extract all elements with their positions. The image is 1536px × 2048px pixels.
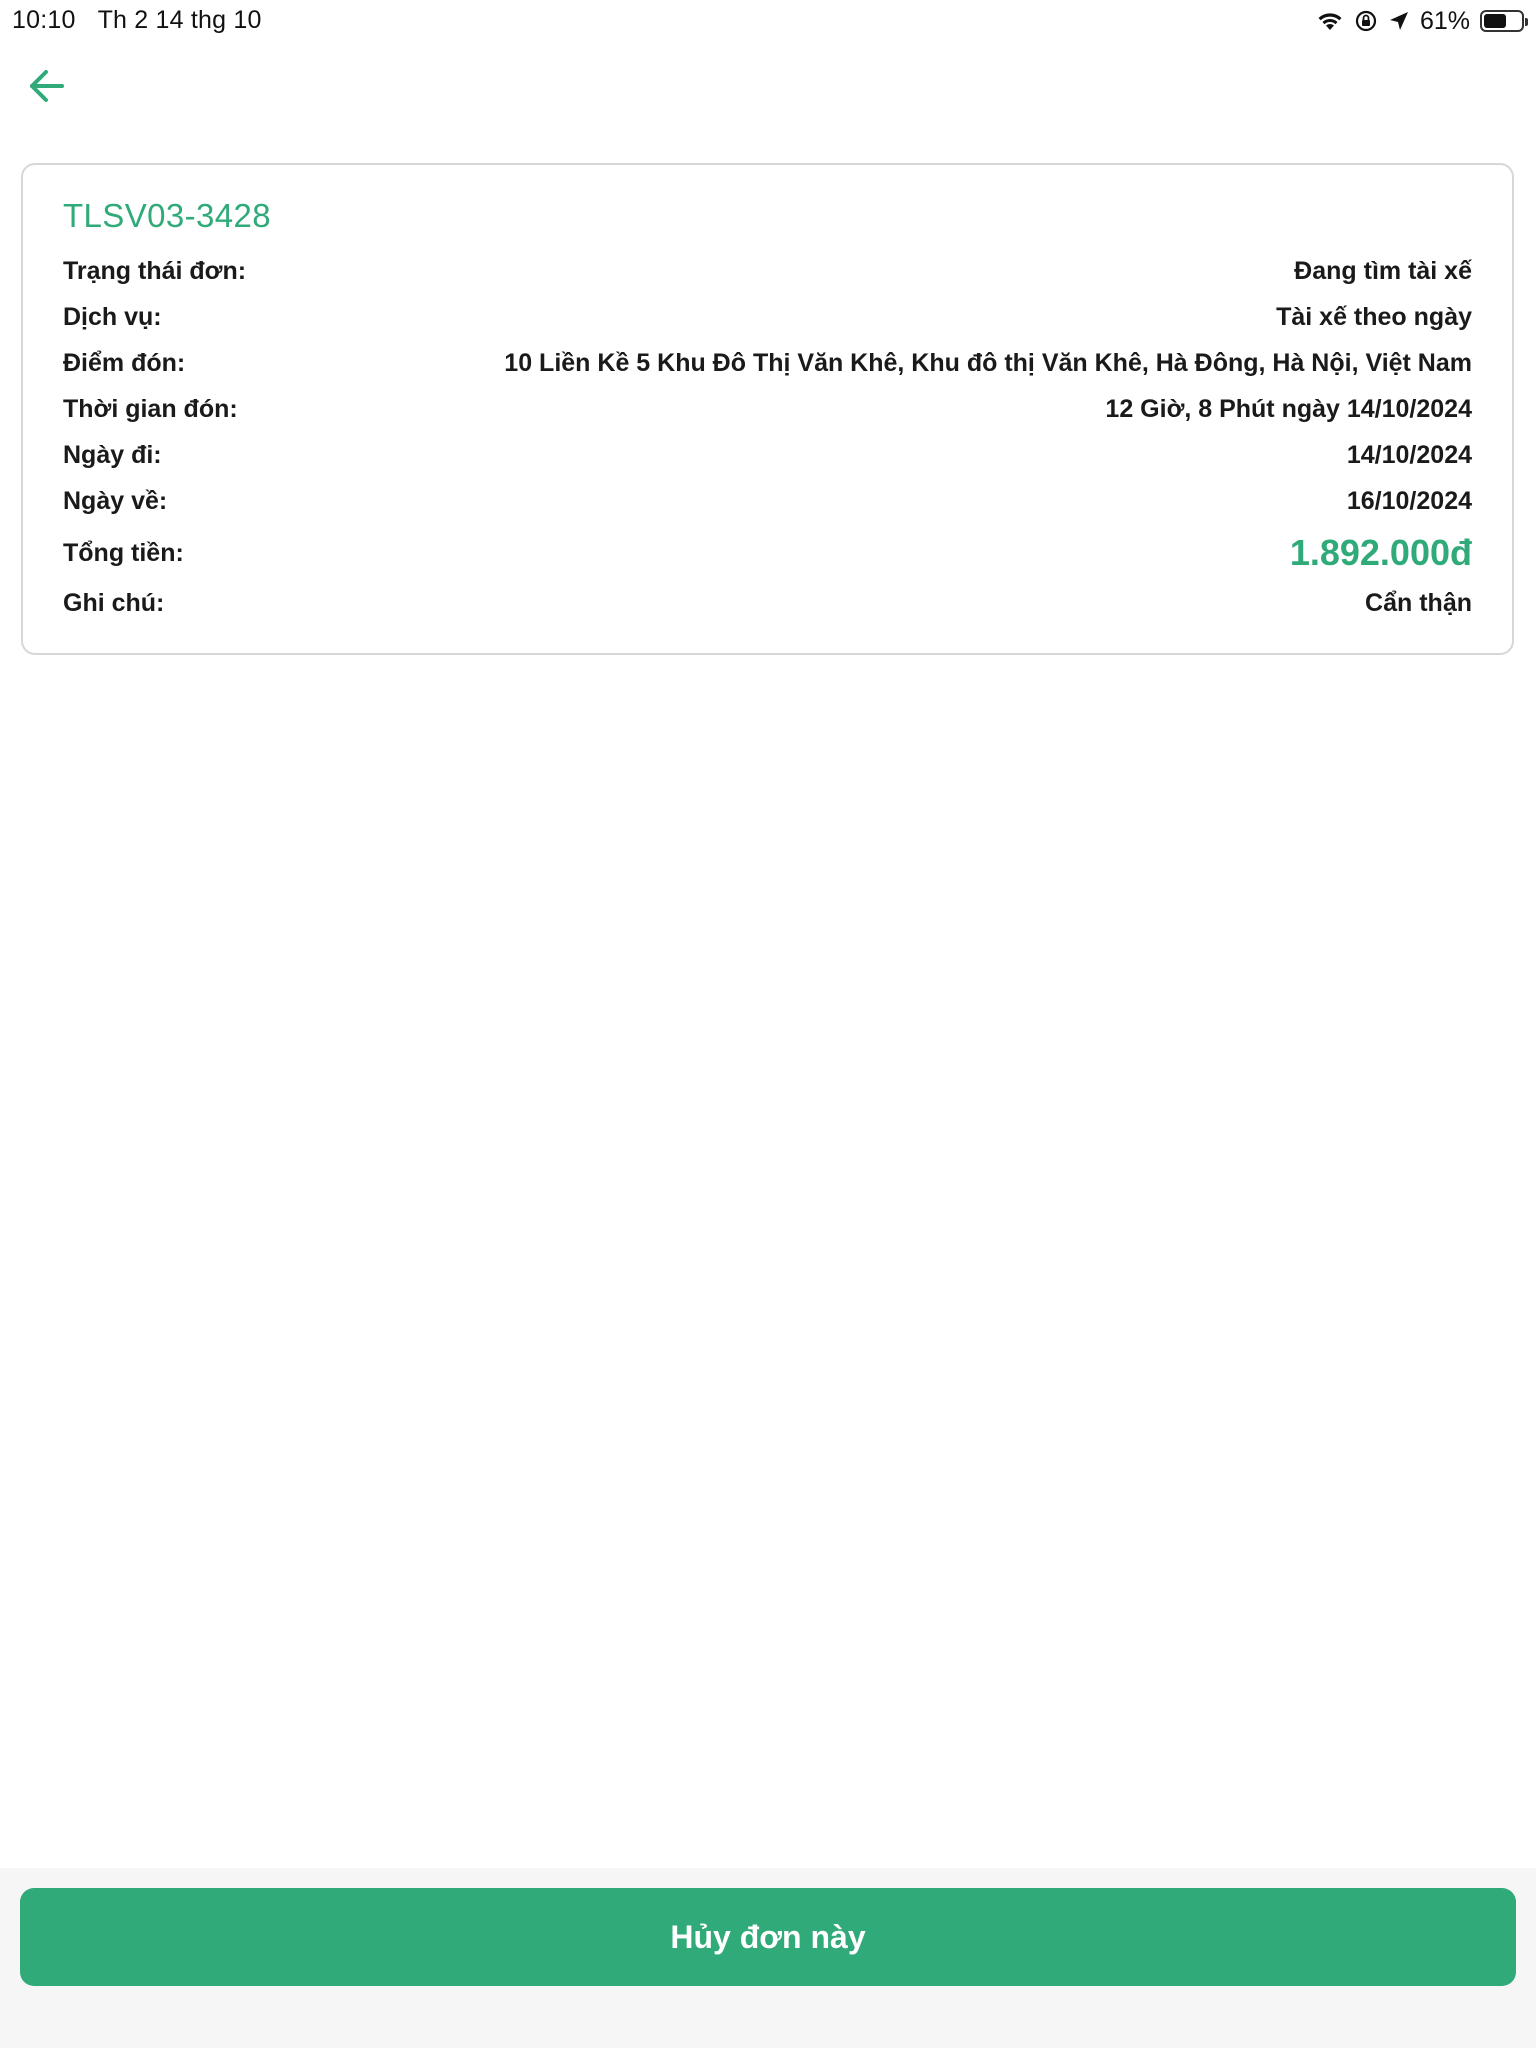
- return-date-value: 16/10/2024: [1346, 486, 1472, 515]
- pickup-time-value: 12 Giờ, 8 Phút ngày 14/10/2024: [1105, 394, 1472, 423]
- arrow-left-icon: [26, 66, 66, 111]
- status-time: 10:10: [12, 6, 76, 34]
- order-status-value: Đang tìm tài xế: [1294, 256, 1472, 285]
- pickup-time-label: Thời gian đón:: [63, 394, 238, 423]
- service-label: Dịch vụ:: [63, 302, 162, 331]
- status-date: Th 2 14 thg 10: [97, 6, 262, 34]
- total-row: [63, 529, 1472, 577]
- total-value: 1.892.000đ: [1289, 532, 1472, 573]
- return-date-label: Ngày về:: [63, 486, 168, 515]
- pickup-time-row: [63, 389, 1472, 429]
- departure-date-value: 14/10/2024: [1346, 440, 1472, 469]
- service-value: Tài xế theo ngày: [1276, 302, 1472, 331]
- wifi-icon: [1316, 10, 1344, 32]
- location-icon: [1388, 10, 1410, 32]
- note-row: [63, 583, 1472, 623]
- total-label: Tổng tiền:: [63, 538, 184, 567]
- back-button[interactable]: [22, 64, 70, 112]
- battery-percent: 61%: [1419, 6, 1470, 35]
- order-card: [21, 163, 1514, 655]
- orientation-lock-icon: [1354, 9, 1378, 33]
- pickup-point-label: Điểm đón:: [63, 348, 186, 377]
- return-date-row: [63, 481, 1472, 521]
- service-row: [63, 297, 1472, 337]
- departure-date-row: [63, 435, 1472, 475]
- battery-level: [1484, 14, 1506, 28]
- battery-icon: [1480, 10, 1524, 32]
- note-value: Cẩn thận: [1365, 588, 1472, 617]
- departure-date-label: Ngày đi:: [63, 440, 162, 469]
- pickup-point-row: [63, 343, 1472, 383]
- order-code: TLSV03-3428: [63, 197, 272, 234]
- footer: [0, 1868, 1536, 2048]
- cancel-order-button[interactable]: Hủy đơn này: [20, 1888, 1516, 1986]
- order-status-row: [63, 251, 1472, 291]
- note-label: Ghi chú:: [63, 588, 165, 617]
- order-status-label: Trạng thái đơn:: [63, 256, 247, 285]
- status-right: [1316, 6, 1524, 36]
- status-left: [12, 6, 262, 35]
- pickup-point-value: 10 Liền Kề 5 Khu Đô Thị Văn Khê, Khu đô thị Văn Khê, Hà Đông, Hà Nội, Việt Nam: [504, 348, 1472, 377]
- status-bar: [0, 0, 1536, 42]
